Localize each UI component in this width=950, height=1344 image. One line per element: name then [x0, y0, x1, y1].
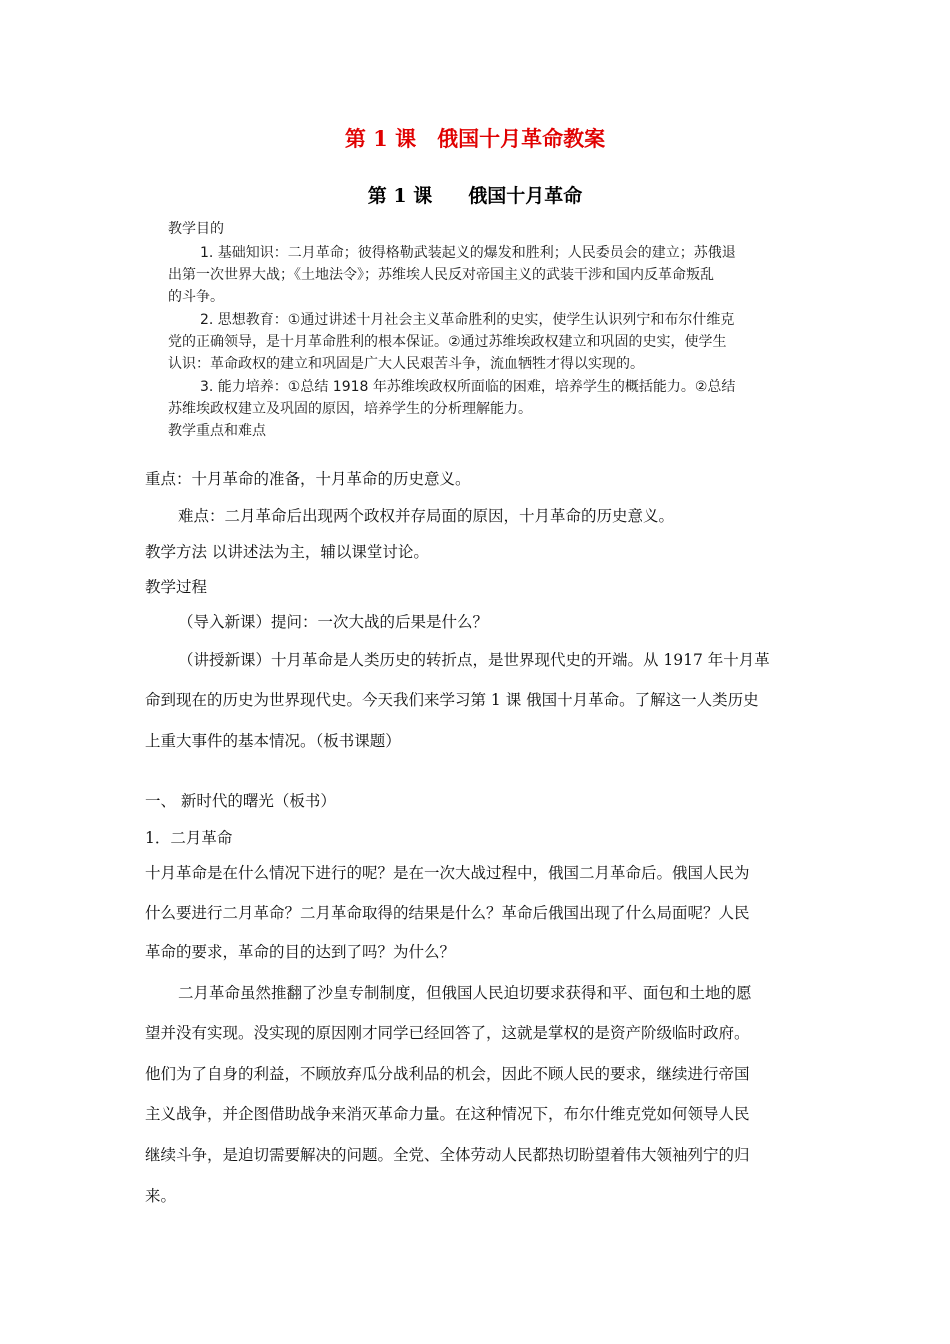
objectives-heading: 教学目的 [168, 221, 224, 237]
objective-line: 出第一次世界大战；《土地法令》；苏维埃人民反对帝国主义的武装干涉和国内反革命叛乱 [168, 267, 714, 283]
teaching-method: 教学方法 以讲述法为主，辅以课堂讨论。 [145, 543, 429, 561]
subsection-heading: 1．二月革命 [145, 829, 233, 847]
teaching-process-heading: 教学过程 [145, 578, 208, 596]
document-title: 第 1 课 俄国十月革命教案 [344, 126, 606, 151]
paragraph-line: 革命的要求，革命的目的达到了吗？为什么？ [145, 943, 456, 961]
difficult-points: 难点：二月革命后出现两个政权并存局面的原因，十月革命的历史意义。 [178, 507, 675, 525]
intro-question: （导入新课）提问：一次大战的后果是什么？ [178, 613, 489, 631]
section-heading: 一、 新时代的曙光（板书） [145, 792, 336, 810]
paragraph-line: 继续斗争，是迫切需要解决的问题。全党、全体劳动人民都热切盼望着伟大领袖列宁的归 [145, 1146, 750, 1164]
lesson-subtitle [0, 181, 950, 208]
objective-line: 认识：革命政权的建立和巩固是广大人民艰苦斗争，流血牺牲才得以实现的。 [168, 356, 644, 372]
paragraph-line: 望并没有实现。没实现的原因刚才同学已经回答了，这就是掌权的是资产阶级临时政府。 [145, 1024, 750, 1042]
objective-line: 党的正确领导，是十月革命胜利的根本保证。②通过苏维埃政权建立和巩固的史实，使学生 [168, 334, 727, 350]
paragraph-line: 二月革命虽然推翻了沙皇专制制度，但俄国人民迫切要求获得和平、面包和土地的愿 [178, 984, 752, 1002]
lesson-number: 第 1 课 [367, 185, 433, 207]
key-points: 重点：十月革命的准备，十月革命的历史意义。 [145, 470, 471, 488]
lesson-name: 俄国十月革命 [468, 185, 583, 207]
objective-line: 苏维埃政权建立及巩固的原因，培养学生的分析理解能力。 [168, 401, 532, 417]
objective-line: 3. 能力培养：①总结 1918 年苏维埃政权所面临的困难，培养学生的概括能力。②总结 [200, 379, 736, 395]
objectives-footer: 教学重点和难点 [168, 423, 266, 439]
objective-line: 1. 基础知识：二月革命；彼得格勒武装起义的爆发和胜利；人民委员会的建立；苏俄退 [200, 245, 736, 261]
paragraph-line: 来。 [145, 1187, 177, 1205]
paragraph-line: 什么要进行二月革命？二月革命取得的结果是什么？革命后俄国出现了什么局面呢？人民 [145, 904, 750, 922]
objective-line: 的斗争。 [168, 289, 224, 305]
paragraph-line: 他们为了自身的利益，不顾放弃瓜分战利品的机会，因此不顾人民的要求，继续进行帝国 [145, 1065, 750, 1083]
paragraph-line: 上重大事件的基本情况。（板书课题） [145, 732, 401, 750]
paragraph-line: （讲授新课）十月革命是人类历史的转折点，是世界现代史的开端。从 1917 年十月革 [178, 651, 770, 669]
objective-line: 2. 思想教育：①通过讲述十月社会主义革命胜利的史实，使学生认识列宁和布尔什维克 [200, 312, 735, 328]
paragraph-line: 十月革命是在什么情况下进行的呢？是在一次大战过程中，俄国二月革命后。俄国人民为 [145, 864, 750, 882]
paragraph-line: 命到现在的历史为世界现代史。今天我们来学习第 1 课 俄国十月革命。了解这一人类历史 [145, 691, 759, 709]
paragraph-line: 主义战争，并企图借助战争来消灭革命力量。在这种情况下，布尔什维克党如何领导人民 [145, 1105, 750, 1123]
